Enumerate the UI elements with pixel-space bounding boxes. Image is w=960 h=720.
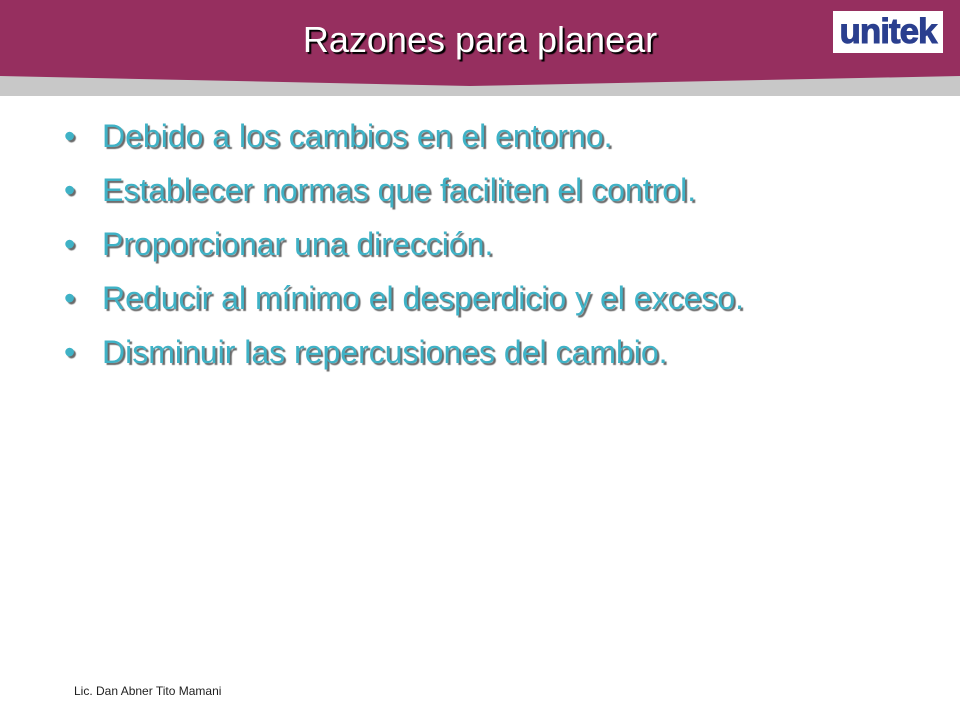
bullet-item xyxy=(62,118,744,172)
bullet-item xyxy=(62,334,744,388)
bullet-list xyxy=(62,118,744,388)
bullet-text: Debido a los cambios en el entorno. xyxy=(102,118,613,154)
bullet-text: Establecer normas que faciliten el control. xyxy=(102,172,697,208)
bullet-item xyxy=(62,226,744,280)
bullet-text: Disminuir las repercusiones del cambio. xyxy=(102,334,668,370)
logo-text: unitek xyxy=(839,12,937,51)
bullet-item xyxy=(62,280,744,334)
bullet-icon: • xyxy=(64,226,76,262)
bullet-text: Reducir al mínimo el desperdicio y el exceso. xyxy=(102,280,745,316)
bullet-item xyxy=(62,172,744,226)
bullet-text: Proporcionar una dirección. xyxy=(102,226,494,262)
slide-title: Razones para planear xyxy=(302,19,658,60)
bullet-icon: • xyxy=(64,334,76,370)
unitek-logo xyxy=(833,11,943,53)
bullet-icon: • xyxy=(64,172,76,208)
footer-author: Lic. Dan Abner Tito Mamani xyxy=(74,684,222,698)
bullet-icon: • xyxy=(64,118,76,154)
bullet-icon: • xyxy=(64,280,76,316)
